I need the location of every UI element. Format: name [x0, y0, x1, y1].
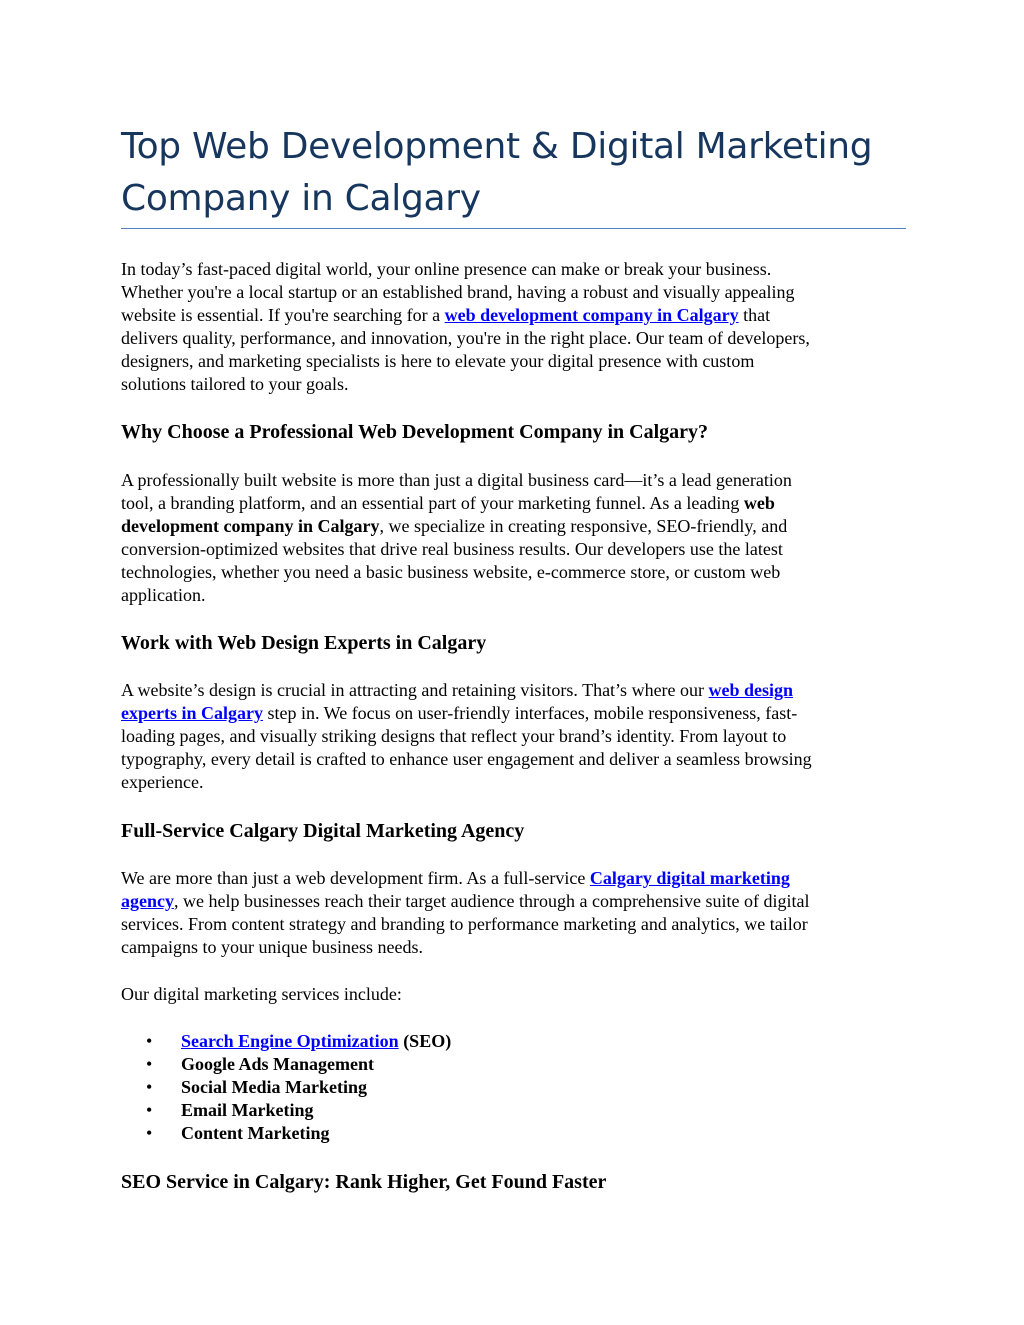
marketing-line-1-start: We are more than just a web development firm. As a full-service	[121, 868, 590, 888]
design-line-3: loading pages, and visually striking designs that reflect your brand’s identity. From layout to	[121, 726, 787, 746]
why-line-6: application.	[121, 585, 206, 605]
marketing-agency-heading: Full-Service Calgary Digital Marketing Agency	[121, 820, 525, 842]
bullet-icon: •	[146, 1100, 153, 1120]
list-item	[121, 1099, 906, 1122]
why-choose-paragraph	[121, 469, 906, 607]
design-line-5: experience.	[121, 772, 204, 792]
web-design-experts-link-part-1[interactable]: web design	[708, 680, 794, 700]
service-content: Content Marketing	[181, 1123, 330, 1143]
intro-paragraph	[121, 258, 906, 396]
services-intro: Our digital marketing services include:	[121, 984, 402, 1004]
intro-line-4: delivers quality, performance, and innovation, you're in the right place. Our team of developers,	[121, 328, 810, 348]
intro-line-5: designers, and marketing specialists is here to elevate your digital presence with custom	[121, 351, 755, 371]
calgary-digital-marketing-link-part-2[interactable]: agency	[121, 891, 174, 911]
service-google-ads: Google Ads Management	[181, 1054, 374, 1074]
marketing-line-3: services. From content strategy and branding to performance marketing and analytics, we tailor	[121, 914, 808, 934]
list-item	[121, 1030, 906, 1053]
bullet-icon: •	[146, 1031, 153, 1051]
why-bold-web: web	[743, 493, 775, 513]
seo-link[interactable]: Search Engine Optimization	[181, 1031, 399, 1051]
web-development-company-link[interactable]: web development company in Calgary	[444, 305, 739, 325]
marketing-agency-paragraph	[121, 867, 906, 959]
services-list	[121, 1030, 906, 1145]
bullet-icon: •	[146, 1077, 153, 1097]
intro-line-6: solutions tailored to your goals.	[121, 374, 349, 394]
web-design-heading: Work with Web Design Experts in Calgary	[121, 632, 487, 654]
why-line-2-start: tool, a branding platform, and an essential part of your marketing funnel. As a leading	[121, 493, 744, 513]
web-design-paragraph	[121, 679, 906, 794]
marketing-line-4: campaigns to your unique business needs.	[121, 937, 423, 957]
service-email: Email Marketing	[181, 1100, 314, 1120]
intro-line-3-start: website is essential. If you're searching for a	[121, 305, 445, 325]
service-social-media: Social Media Marketing	[181, 1077, 367, 1097]
bullet-icon: •	[146, 1054, 153, 1074]
calgary-digital-marketing-link-part-1[interactable]: Calgary digital marketing	[589, 868, 790, 888]
list-item	[121, 1076, 906, 1099]
intro-line-1: In today’s fast-paced digital world, your online presence can make or break your business.	[121, 259, 772, 279]
why-line-3-end: , we specialize in creating responsive, SEO-friendly, and	[379, 516, 788, 536]
bullet-icon: •	[146, 1123, 153, 1143]
intro-line-3-end: that	[738, 305, 771, 325]
list-item	[121, 1053, 906, 1076]
title-underline	[121, 228, 906, 229]
seo-service-heading: SEO Service in Calgary: Rank Higher, Get Found Faster	[121, 1171, 607, 1193]
design-line-4: typography, every detail is crafted to enhance user engagement and deliver a seamless browsing	[121, 749, 812, 769]
why-bold-company: development company in Calgary	[121, 516, 380, 536]
why-line-5: technologies, whether you need a basic business website, e-commerce store, or custom web	[121, 562, 781, 582]
why-line-4: conversion-optimized websites that drive real business results. Our developers use the latest	[121, 539, 783, 559]
marketing-line-2-end: , we help businesses reach their target audience through a comprehensive suite of digital	[174, 891, 810, 911]
document-title: Top Web Development & Digital Marketing Company in Calgary	[121, 126, 873, 219]
why-line-1: A professionally built website is more than just a digital business card—it’s a lead generation	[121, 470, 792, 490]
design-line-1-start: A website’s design is crucial in attracting and retaining visitors. That’s where our	[121, 680, 709, 700]
seo-suffix: (SEO)	[398, 1031, 452, 1051]
design-line-2-end: step in. We focus on user-friendly interfaces, mobile responsiveness, fast-	[262, 703, 798, 723]
web-design-experts-link-part-2[interactable]: experts in Calgary	[121, 703, 263, 723]
why-choose-heading: Why Choose a Professional Web Development Company in Calgary?	[121, 421, 709, 443]
intro-line-2: Whether you're a local startup or an established brand, having a robust and visually appealing	[121, 282, 795, 302]
list-item	[121, 1122, 906, 1145]
